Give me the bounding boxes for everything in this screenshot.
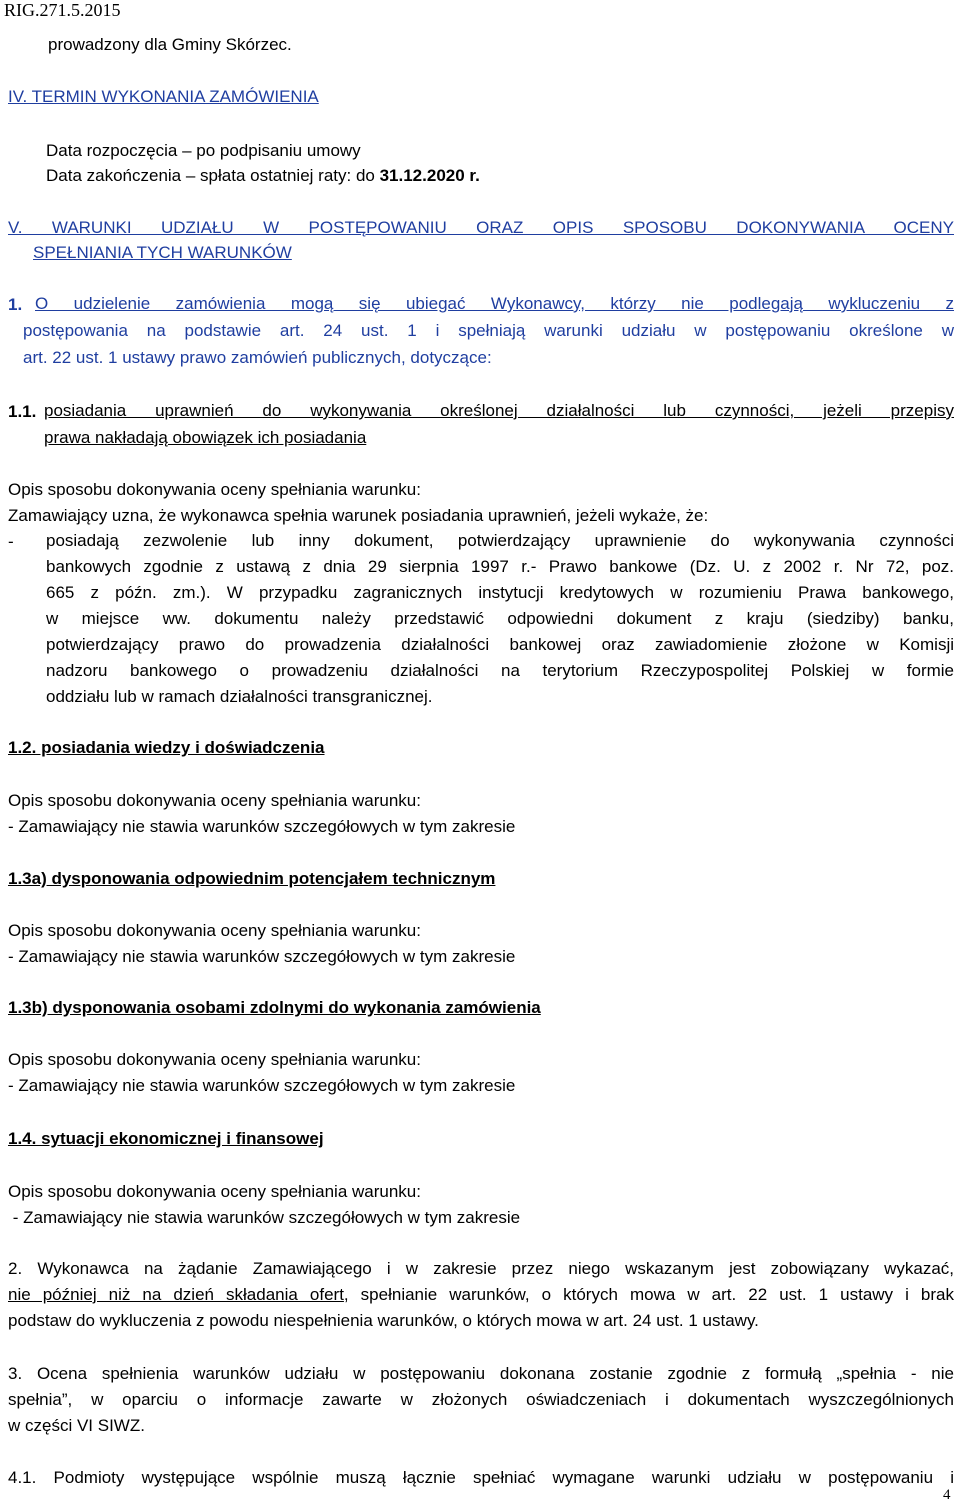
end-date-value: 31.12.2020 r. (379, 166, 480, 185)
para-1-line1 (35, 291, 954, 317)
end-date-line (46, 166, 480, 186)
no-requirements-3b: - Zamawiający nie stawia warunków szczegółowych w tym zakresie (8, 1076, 516, 1095)
bank-req-line1: posiadają zezwolenie lub inny dokument, potwierdzający uprawnienie do wykonywania czynności (46, 531, 954, 550)
bank-req-line5: potwierdzający prawo do prowadzenia działalności bankowej oraz zawiadomienie złożone w Komisji (46, 635, 954, 654)
para-2-line2 (8, 1282, 954, 1308)
bank-req-line7: oddziału lub w ramach działalności transgranicznej. (46, 687, 433, 706)
para-1-4-heading: 1.4. sytuacji ekonomicznej i finansowej (8, 1129, 324, 1148)
bank-req-line3: 665 z późn. zm.). W przypadku zagranicznych instytucji kredytowych w rozumieniu Prawa bankowego, (46, 583, 954, 602)
para-1-line3: art. 22 ust. 1 ustawy prawo zamówień publicznych, dotyczące: (23, 348, 492, 367)
para-2-deadline: nie później niż na dzień składania ofert (8, 1285, 344, 1304)
end-date-prefix: Data zakończenia – spłata ostatniej raty: do (46, 166, 380, 185)
para-4-1-line1: 4.1. Podmioty występujące wspólnie muszą łącznie spełniać wymagane warunki udziału w postępowaniu i (8, 1468, 954, 1487)
para-1-2-heading: 1.2. posiadania wiedzy i doświadczenia (8, 738, 325, 757)
para-1-1-line1: posiadania uprawnień do wykonywania określonej działalności lub czynności, jeżeli przepisy (44, 401, 954, 420)
intro-line: prowadzony dla Gminy Skórzec. (48, 35, 292, 54)
evaluation-label-3a: Opis sposobu dokonywania oceny spełniania warunku: (8, 921, 421, 940)
evaluation-label-1: Opis sposobu dokonywania oceny spełniania warunku: (8, 480, 421, 499)
para-3-line3: w części VI SIWZ. (8, 1416, 145, 1435)
para-1-1-line2: prawa nakładają obowiązek ich posiadania (44, 428, 367, 447)
para-2-line2-rest: , spełnianie warunków, o których mowa w art. 22 ust. 1 ustawy i brak (343, 1285, 954, 1304)
bank-req-line2: bankowych zgodnie z ustawą z dnia 29 sierpnia 1997 r.- Prawo bankowe (Dz. U. z 2002 r. Nr 72, poz. (46, 557, 954, 576)
bullet-dash: - (8, 532, 14, 551)
para-1-1-text: Zamawiający uzna, że wykonawca spełnia warunek posiadania uprawnień, jeżeli wykaże, że: (8, 506, 709, 525)
para-1-number: 1. (8, 295, 23, 314)
page-number: 4 (943, 1487, 951, 1503)
para-1-line1-text: O udzielenie zamówienia mogą się ubiegać Wykonawcy, którzy nie podlegają wykluczeniu z (35, 294, 954, 313)
bank-req-line6: nadzoru bankowego o prowadzeniu działalności na terytorium Rzeczypospolitej Polskiej w formie (46, 661, 954, 680)
section-v-heading-line1: V. WARUNKI UDZIAŁU W POSTĘPOWANIU ORAZ OPIS SPOSOBU DOKONYWANIA OCENY (8, 218, 954, 237)
no-requirements-3a: - Zamawiający nie stawia warunków szczegółowych w tym zakresie (8, 947, 516, 966)
para-1-1-number: 1.1. (8, 402, 37, 421)
section-v-heading-line2: SPEŁNIANIA TYCH WARUNKÓW (33, 243, 292, 262)
para-3-line1: 3. Ocena spełnienia warunków udziału w postępowaniu dokonana zostanie zgodnie z formułą „spełnia - nie (8, 1364, 954, 1383)
para-2-line1: 2. Wykonawca na żądanie Zamawiającego i w zakresie przez niego wskazanym jest zobowiązany wykazać, (8, 1259, 954, 1278)
no-requirements-2: - Zamawiający nie stawia warunków szczegółowych w tym zakresie (8, 817, 516, 836)
para-1-line2: postępowania na podstawie art. 24 ust. 1 i spełniają warunki udziału w postępowaniu określone w (23, 321, 954, 340)
evaluation-label-2: Opis sposobu dokonywania oceny spełniania warunku: (8, 791, 421, 810)
para-2-line3: podstaw do wykluczenia z powodu niespełnienia warunków, o których mowa w art. 24 ust. 1 ustawy. (8, 1311, 759, 1330)
evaluation-label-4: Opis sposobu dokonywania oceny spełniania warunku: (8, 1182, 421, 1201)
para-1-3a-heading: 1.3a) dysponowania odpowiednim potencjałem technicznym (8, 869, 496, 888)
doc-reference: RIG.271.5.2015 (4, 0, 121, 20)
section-iv-heading: IV. TERMIN WYKONANIA ZAMÓWIENIA (8, 87, 319, 106)
para-3-line2: spełnia”, w oparciu o informacje zawarte w złożonych oświadczeniach i dokumentach wyszczególnionych (8, 1390, 954, 1409)
evaluation-label-3b: Opis sposobu dokonywania oceny spełniania warunku: (8, 1050, 421, 1069)
bank-req-line4: w miejsce ww. dokumentu należy przedstawić odpowiedni dokument z kraju (siedziby) banku, (46, 609, 954, 628)
para-1-3b-heading: 1.3b) dysponowania osobami zdolnymi do wykonania zamówienia (8, 998, 541, 1017)
no-requirements-4: - Zamawiający nie stawia warunków szczegółowych w tym zakresie (8, 1208, 521, 1227)
start-date-line: Data rozpoczęcia – po podpisaniu umowy (46, 141, 361, 160)
